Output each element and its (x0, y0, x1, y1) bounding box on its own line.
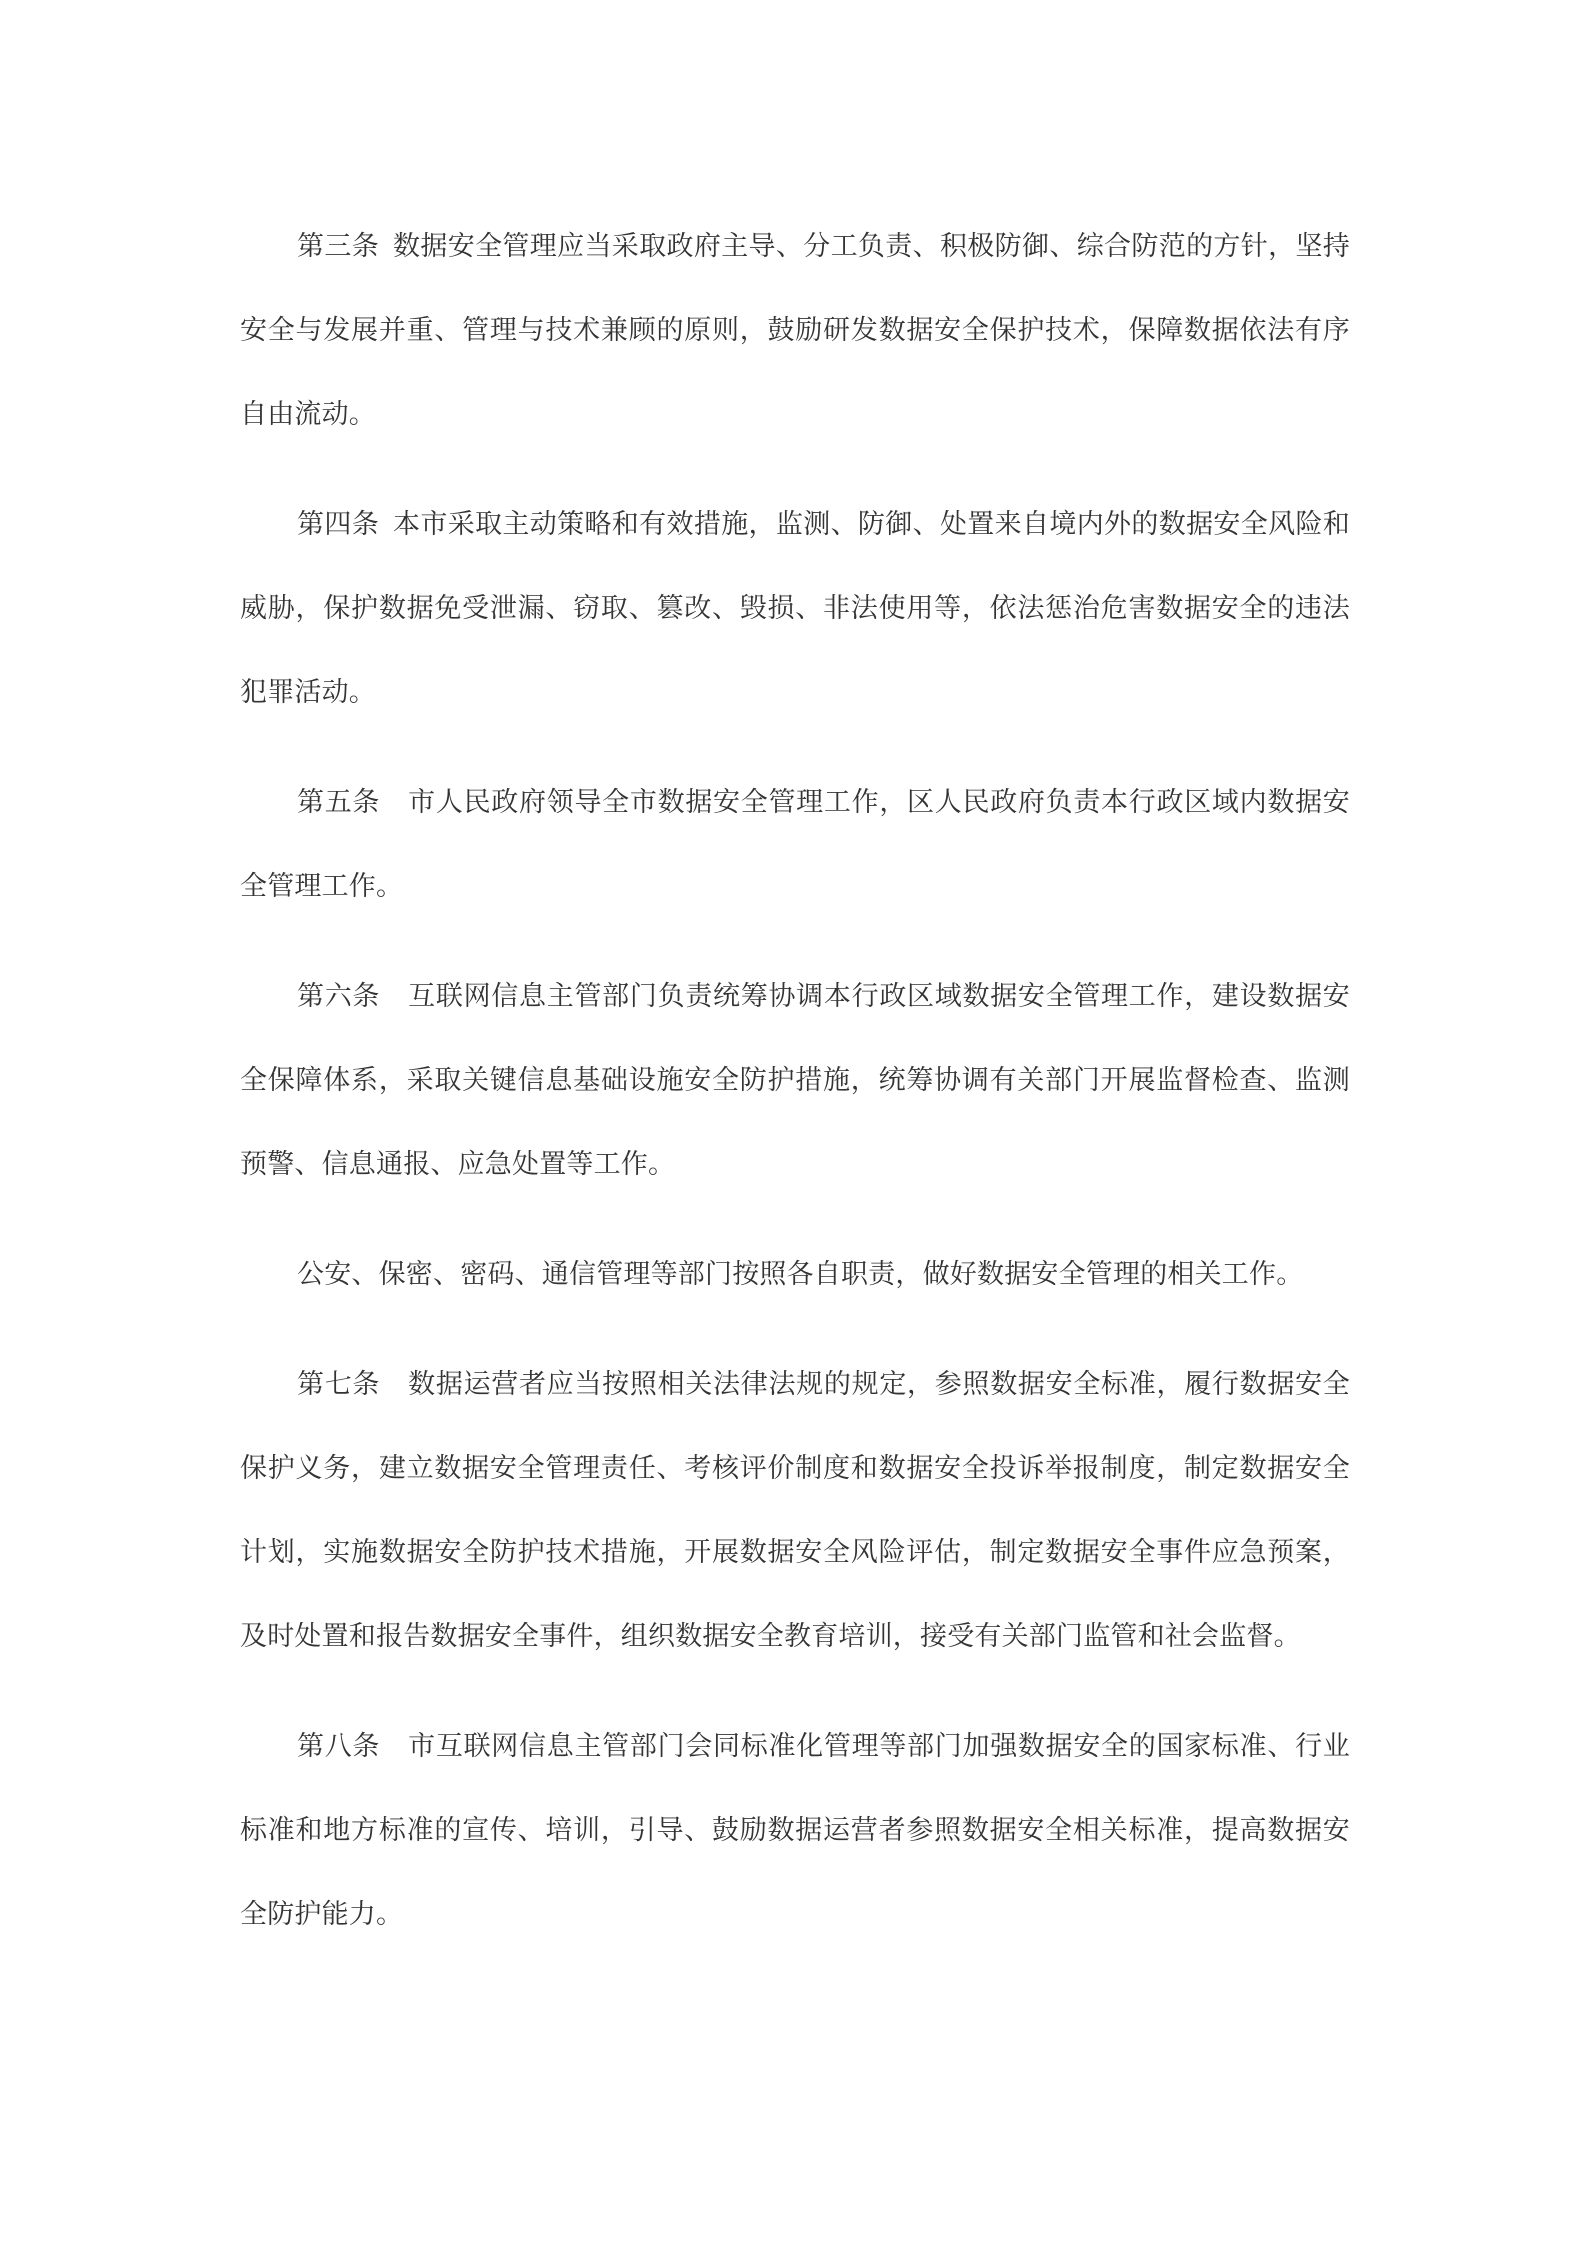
article-8-paragraph (240, 1705, 1350, 1957)
article-number: 第六条 (297, 981, 381, 1012)
article-text: 数据运营者应当按照相关法律法规的规定，参照数据安全标准，履行数据安全保护义务，建立数据安全管理责任、考核评价制度和数据安全投诉举报制度，制定数据安全计划，实施数据安全防护技术措施，开展数据安全风险评估，制定数据安全事件应急预案，及时处置和报告数据安全事件，组织数据安全教育培训，接受有关部门监管和社会监督。 (240, 1369, 1350, 1652)
article-3-paragraph (240, 205, 1350, 457)
article-4-paragraph (240, 483, 1350, 735)
article-number: 第三条 (297, 231, 380, 262)
article-text: 互联网信息主管部门负责统筹协调本行政区域数据安全管理工作，建设数据安全保障体系，采取关键信息基础设施安全防护措施，统筹协调有关部门开展监督检查、监测预警、信息通报、应急处置等工作。 (240, 981, 1350, 1180)
article-number: 第四条 (297, 509, 380, 540)
article-number: 第五条 (297, 787, 381, 818)
article-text: 市人民政府领导全市数据安全管理工作，区人民政府负责本行政区域内数据安全管理工作。 (240, 787, 1350, 902)
article-text: 数据安全管理应当采取政府主导、分工负责、积极防御、综合防范的方针，坚持安全与发展并重、管理与技术兼顾的原则，鼓励研发数据安全保护技术，保障数据依法有序自由流动。 (240, 231, 1350, 430)
article-6-supplement-paragraph (240, 1233, 1350, 1317)
article-text: 本市采取主动策略和有效措施，监测、防御、处置来自境内外的数据安全风险和威胁，保护数据免受泄漏、窃取、篡改、毁损、非法使用等，依法惩治危害数据安全的违法犯罪活动。 (240, 509, 1350, 708)
article-7-paragraph (240, 1343, 1350, 1679)
document-page (240, 205, 1350, 1983)
article-6-paragraph (240, 955, 1350, 1207)
article-number: 第七条 (297, 1369, 381, 1400)
article-5-paragraph (240, 761, 1350, 929)
article-number: 第八条 (297, 1731, 381, 1762)
article-text: 公安、保密、密码、通信管理等部门按照各自职责，做好数据安全管理的相关工作。 (297, 1259, 1304, 1290)
article-text: 市互联网信息主管部门会同标准化管理等部门加强数据安全的国家标准、行业标准和地方标准的宣传、培训，引导、鼓励数据运营者参照数据安全相关标准，提高数据安全防护能力。 (240, 1731, 1350, 1930)
